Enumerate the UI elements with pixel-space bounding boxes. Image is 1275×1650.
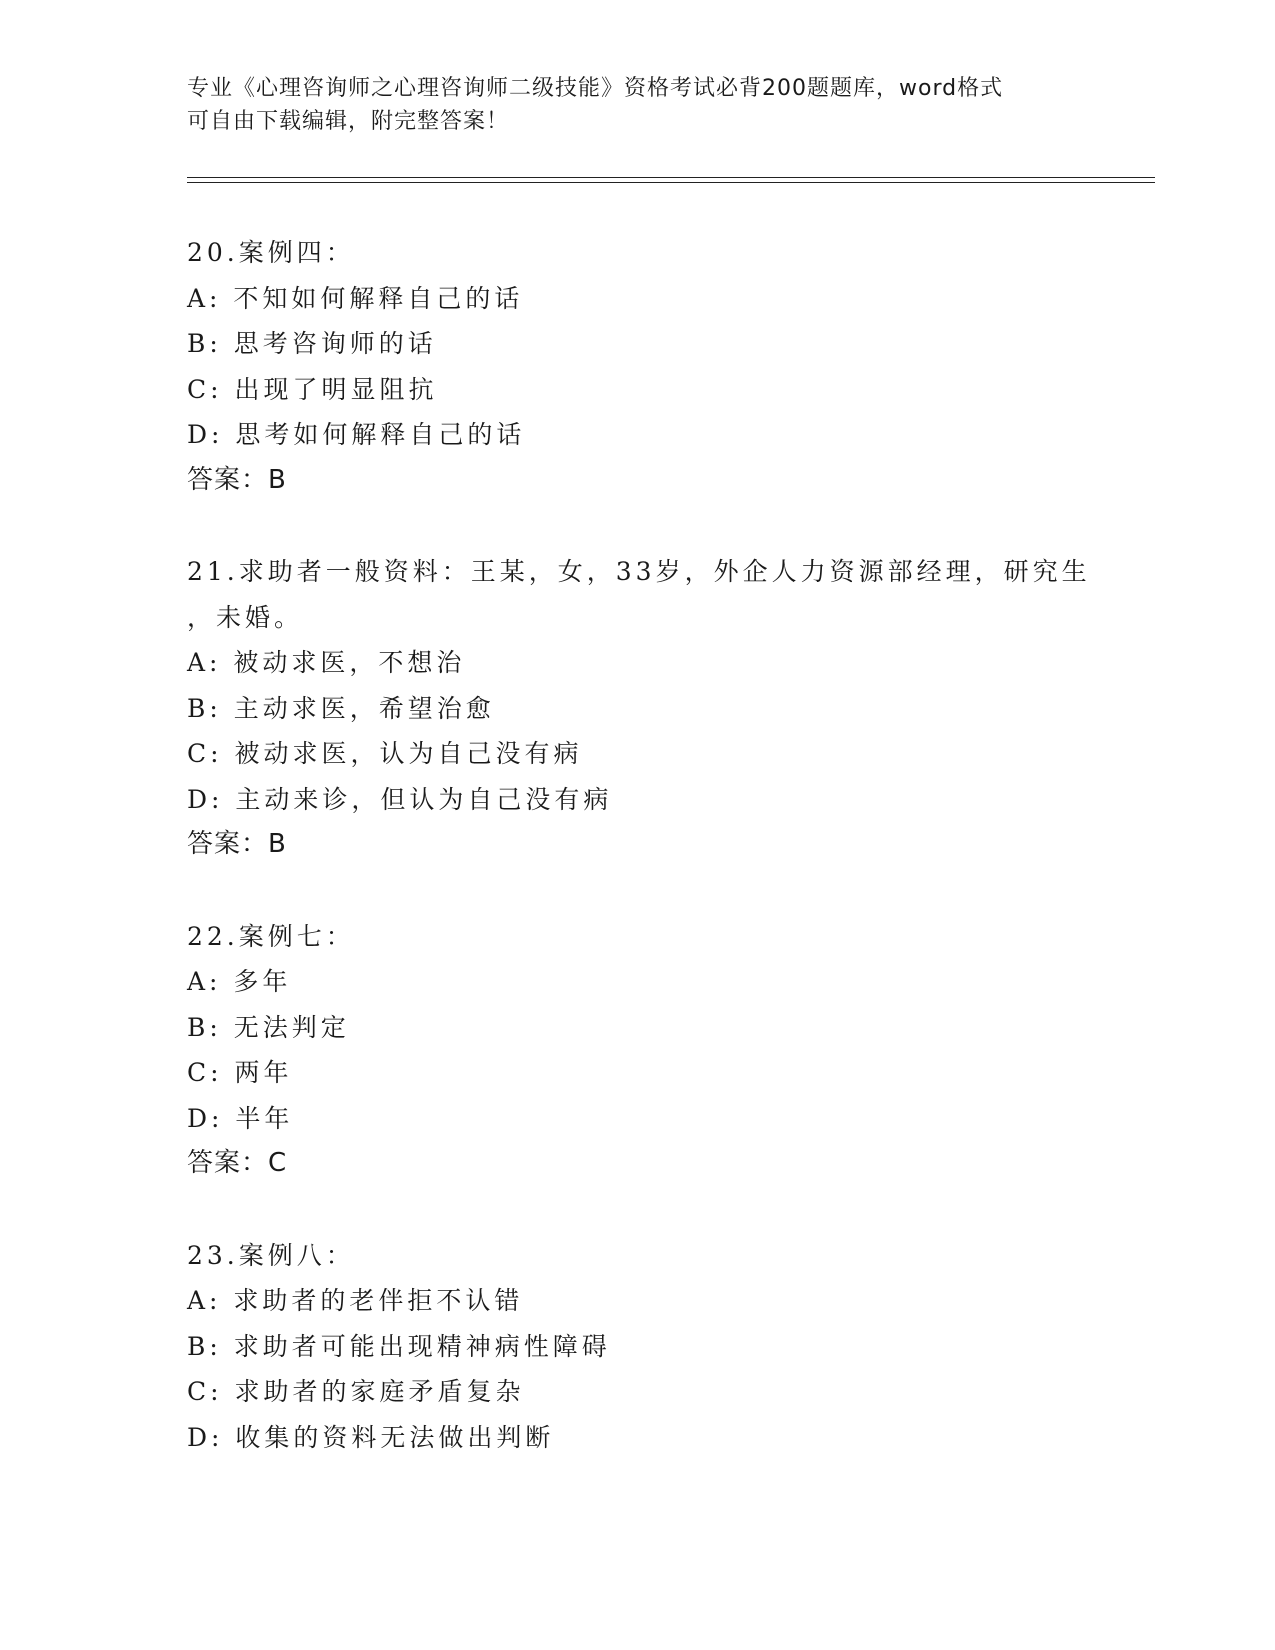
option-b: B: 求助者可能出现精神病性障碍 — [187, 1331, 611, 1361]
question-stem-continued: ，未婚。 — [187, 602, 304, 632]
header-line-2: 可自由下载编辑，附完整答案！ — [187, 109, 510, 134]
question-stem: 20.案例四： — [187, 238, 355, 267]
answer-line: 答案：B — [187, 829, 287, 859]
option-d: D: 收集的资料无法做出判断 — [187, 1422, 555, 1452]
question-stem: 22.案例七： — [187, 921, 355, 951]
header-line-1: 专业《心理咨询师之心理咨询师二级技能》资格考试必背200题题库，word格式 — [187, 76, 1004, 101]
question-stem: 21.求助者一般资料：王某，女，33岁，外企人力资源部经理，研究生 — [187, 557, 1091, 586]
question-stem: 23.案例八： — [187, 1240, 355, 1270]
option-a: A: 求助者的老伴拒不认错 — [187, 1286, 524, 1315]
option-d: D: 主动来诊，但认为自己没有病 — [187, 784, 613, 814]
option-a: A: 被动求医，不想治 — [187, 648, 466, 677]
option-c: C: 求助者的家庭矛盾复杂 — [187, 1377, 525, 1406]
header-divider-top — [187, 177, 1155, 178]
option-d: D: 半年 — [187, 1103, 294, 1133]
answer-line: 答案：B — [187, 464, 287, 495]
option-b: B: 主动求医，希望治愈 — [187, 693, 495, 723]
question-item — [187, 1233, 1147, 1461]
option-b: B: 无法判定 — [187, 1012, 350, 1042]
option-d: D: 思考如何解释自己的话 — [187, 420, 526, 449]
question-item — [187, 914, 1147, 1187]
option-a: A: 多年 — [187, 967, 292, 996]
header-divider-bottom — [187, 182, 1155, 183]
answer-line: 答案：C — [187, 1148, 288, 1178]
question-item — [187, 230, 1147, 503]
option-b: B: 思考咨询师的话 — [187, 329, 437, 358]
question-list — [187, 230, 1147, 1506]
option-c: C: 被动求医，认为自己没有病 — [187, 739, 583, 768]
document-header — [187, 72, 1087, 138]
option-a: A: 不知如何解释自己的话 — [187, 283, 524, 313]
option-c: C: 两年 — [187, 1058, 293, 1087]
option-c: C: 出现了明显阻抗 — [187, 374, 438, 404]
question-item — [187, 549, 1147, 868]
